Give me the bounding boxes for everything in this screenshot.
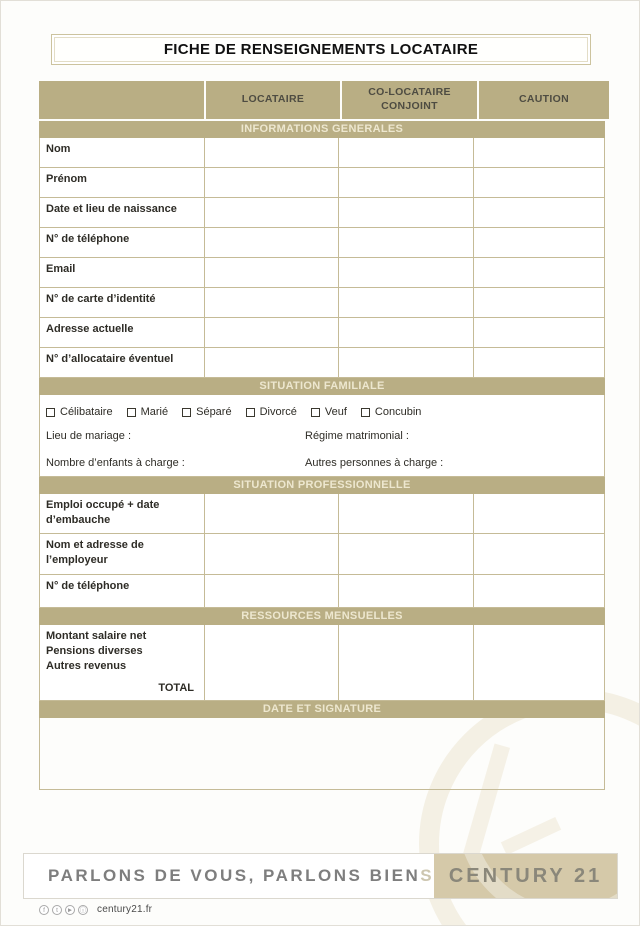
row-label: Adresse actuelle — [40, 318, 205, 347]
input-cell-locataire[interactable] — [205, 494, 339, 533]
revenu-line: Autres revenus — [46, 659, 127, 672]
input-cell-caution[interactable] — [474, 138, 605, 167]
table-row-employeur — [39, 534, 605, 575]
column-header-colocataire: CO-LOCATAIRE CONJOINT — [342, 81, 477, 119]
checkbox-celibataire[interactable]: Célibataire — [46, 406, 113, 418]
input-cell-caution[interactable] — [474, 494, 605, 533]
row-label: Emploi occupé + date d’embauche — [40, 494, 205, 533]
input-cell-colocataire[interactable] — [339, 575, 474, 607]
marital-status-checkboxes — [46, 402, 598, 422]
section-header-situation-professionnelle: SITUATION PROFESSIONNELLE — [39, 477, 605, 494]
input-cell-locataire[interactable] — [205, 625, 339, 676]
input-cell-caution[interactable] — [474, 228, 605, 257]
input-cell-caution[interactable] — [474, 534, 605, 574]
column-header-caution: CAUTION — [479, 81, 609, 119]
input-cell-caution[interactable] — [474, 575, 605, 607]
row-label: N° de téléphone — [40, 575, 205, 607]
input-cell-locataire[interactable] — [205, 348, 339, 377]
checkbox-concubin[interactable]: Concubin — [361, 406, 421, 418]
page-title: FICHE DE RENSEIGNEMENTS LOCATAIRE — [163, 41, 479, 58]
checkbox-icon — [361, 408, 370, 417]
input-cell-caution[interactable] — [474, 198, 605, 227]
checkbox-icon — [46, 408, 55, 417]
table-row-telephone — [39, 228, 605, 258]
input-cell-caution[interactable] — [474, 625, 605, 676]
table-row-allocataire — [39, 348, 605, 378]
row-label: Prénom — [40, 168, 205, 197]
column-header-empty — [39, 81, 204, 119]
input-cell-colocataire[interactable] — [339, 228, 474, 257]
website-url: century21.fr — [97, 904, 153, 915]
input-cell-locataire[interactable] — [205, 228, 339, 257]
input-cell-caution[interactable] — [474, 676, 605, 700]
section-header-date-et-signature: DATE ET SIGNATURE — [39, 701, 605, 718]
input-cell-colocataire[interactable] — [339, 676, 474, 700]
input-cell-locataire[interactable] — [205, 198, 339, 227]
input-cell-caution[interactable] — [474, 288, 605, 317]
input-cell-locataire[interactable] — [205, 138, 339, 167]
footer-branding-bar — [23, 853, 618, 899]
input-cell-colocataire[interactable] — [339, 288, 474, 317]
input-cell-caution[interactable] — [474, 258, 605, 287]
input-cell-locataire[interactable] — [205, 168, 339, 197]
input-cell-colocataire[interactable] — [339, 318, 474, 347]
input-cell-locataire[interactable] — [205, 288, 339, 317]
signature-input-area[interactable] — [39, 718, 605, 790]
tenant-form-table — [39, 81, 605, 790]
table-row-nom — [39, 138, 605, 168]
table-row-revenus — [39, 625, 605, 676]
row-label: Email — [40, 258, 205, 287]
input-cell-caution[interactable] — [474, 348, 605, 377]
brand-slogan: PARLONS DE VOUS, PARLONS BIEN S — [48, 866, 435, 885]
section-header-situation-familiale: SITUATION FAMILIALE — [39, 378, 605, 395]
table-row-carte-identite — [39, 288, 605, 318]
column-header-row — [39, 81, 605, 119]
field-regime-matrimonial[interactable]: Régime matrimonial : — [305, 429, 409, 442]
checkbox-marie[interactable]: Marié — [127, 406, 169, 418]
checkbox-divorce[interactable]: Divorcé — [246, 406, 297, 418]
row-label: N° de carte d’identité — [40, 288, 205, 317]
input-cell-locataire[interactable] — [205, 318, 339, 347]
marriage-fields-line — [46, 422, 598, 449]
row-label: Nom et adresse de l’employeur — [40, 534, 205, 574]
field-autres-personnes[interactable]: Autres personnes à charge : — [305, 456, 444, 469]
slogan-faded-letter: S — [420, 866, 435, 885]
checkbox-veuf[interactable]: Veuf — [311, 406, 347, 418]
situation-familiale-block — [39, 395, 605, 477]
checkbox-icon — [246, 408, 255, 417]
table-row-prenom — [39, 168, 605, 198]
input-cell-locataire[interactable] — [205, 575, 339, 607]
revenu-line: Pensions diverses — [46, 644, 143, 657]
century21-logo-block — [434, 854, 617, 898]
field-enfants-a-charge[interactable]: Nombre d’enfants à charge : — [46, 456, 185, 469]
input-cell-colocataire[interactable] — [339, 625, 474, 676]
section-header-ressources-mensuelles: RESSOURCES MENSUELLES — [39, 608, 605, 625]
section-header-informations-generales: INFORMATIONS GENERALES — [39, 121, 605, 138]
checkbox-icon — [127, 408, 136, 417]
input-cell-locataire[interactable] — [205, 258, 339, 287]
table-row-email — [39, 258, 605, 288]
revenu-line: Montant salaire net — [46, 630, 147, 642]
row-label: N° de téléphone — [40, 228, 205, 257]
input-cell-locataire[interactable] — [205, 676, 339, 700]
table-row-telephone-pro — [39, 575, 605, 608]
table-row-total — [39, 676, 605, 701]
table-row-adresse — [39, 318, 605, 348]
dependents-fields-line — [46, 449, 598, 476]
twitter-icon: t — [52, 905, 62, 915]
input-cell-colocataire[interactable] — [339, 198, 474, 227]
input-cell-colocataire[interactable] — [339, 534, 474, 574]
row-label: Nom — [40, 138, 205, 167]
input-cell-colocataire[interactable] — [339, 494, 474, 533]
total-label: TOTAL — [40, 676, 205, 700]
input-cell-colocataire[interactable] — [339, 258, 474, 287]
footer-social-row — [39, 904, 152, 915]
input-cell-caution[interactable] — [474, 318, 605, 347]
instagram-icon: ⓘ — [79, 906, 87, 914]
row-label — [40, 625, 205, 676]
youtube-icon: ► — [66, 906, 74, 914]
row-label: Date et lieu de naissance — [40, 198, 205, 227]
form-title-box — [51, 34, 591, 65]
input-cell-colocataire[interactable] — [339, 168, 474, 197]
input-cell-locataire[interactable] — [205, 534, 339, 574]
facebook-icon: f — [39, 905, 49, 915]
checkbox-icon — [311, 408, 320, 417]
column-header-locataire: LOCATAIRE — [206, 81, 340, 119]
century21-logo-text: CENTURY 21 — [448, 864, 603, 887]
input-cell-caution[interactable] — [474, 168, 605, 197]
checkbox-icon — [182, 408, 191, 417]
input-cell-colocataire[interactable] — [339, 138, 474, 167]
field-lieu-de-mariage[interactable]: Lieu de mariage : — [46, 429, 131, 442]
row-label: N° d’allocataire éventuel — [40, 348, 205, 377]
checkbox-separe[interactable]: Séparé — [182, 406, 231, 418]
table-row-naissance — [39, 198, 605, 228]
table-row-emploi — [39, 494, 605, 534]
input-cell-colocataire[interactable] — [339, 348, 474, 377]
